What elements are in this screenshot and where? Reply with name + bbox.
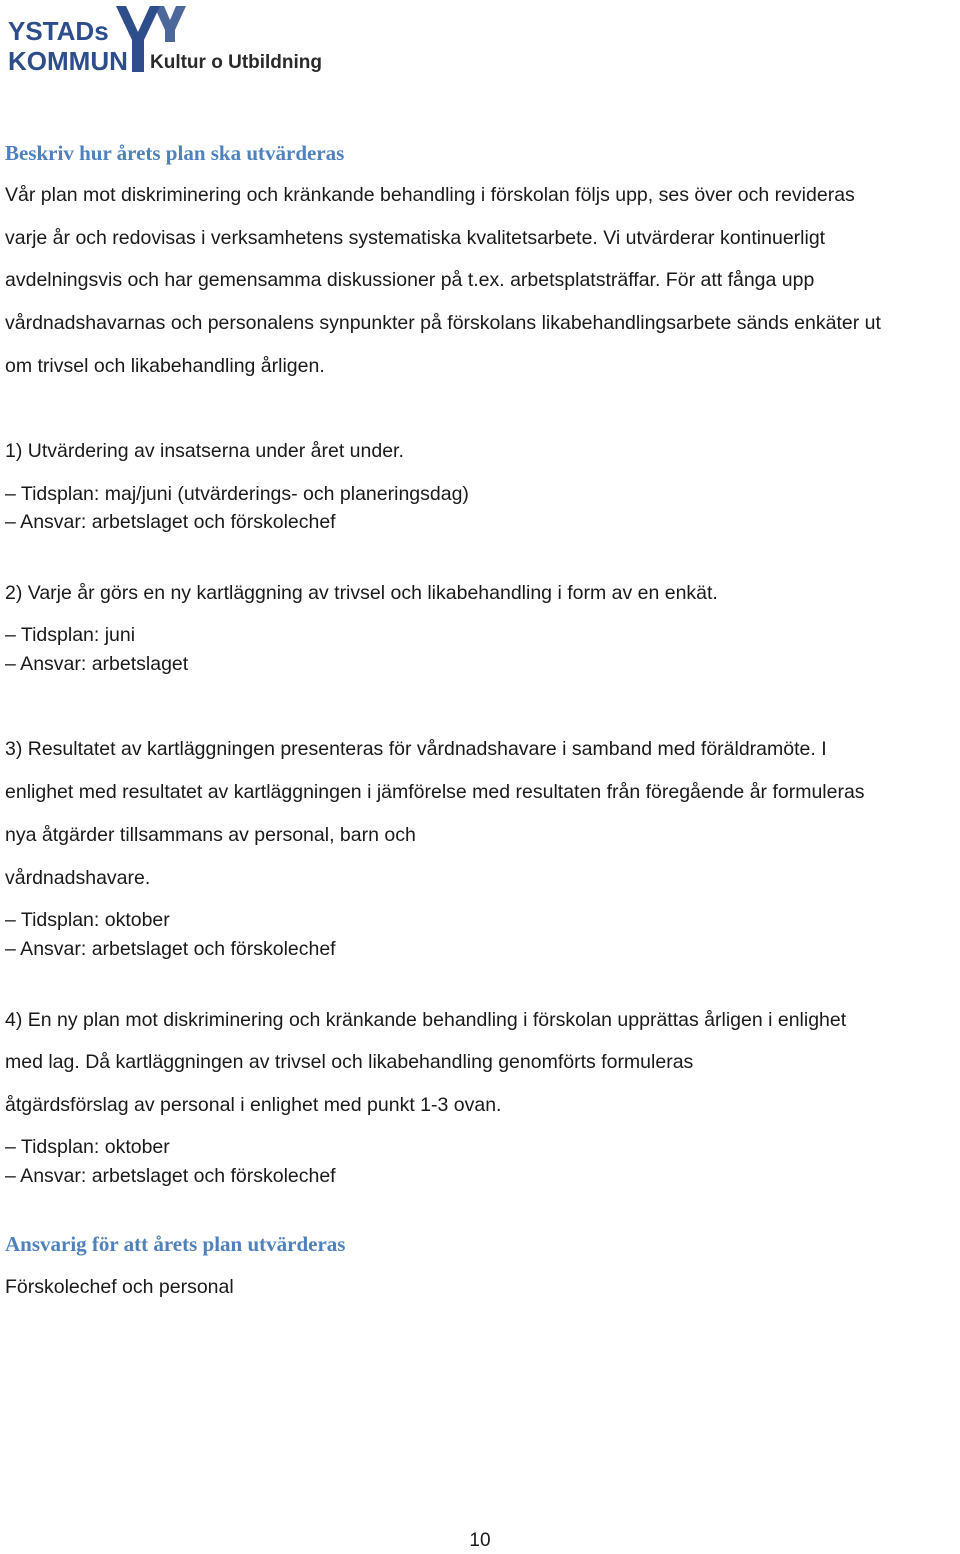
page-number: 10 xyxy=(469,1530,491,1551)
intro-line: vårdnadshavarnas och personalens synpunkter på förskolans likabehandlingsarbete sänds enkäter ut xyxy=(5,312,881,334)
item-1-ansvar: – Ansvar: arbetslaget och förskolechef xyxy=(5,511,336,533)
item-1-text: 1) Utvärdering av insatserna under året under. xyxy=(5,440,404,462)
item-2-text: 2) Varje år görs en ny kartläggning av trivsel och likabehandling i form av en enkät. xyxy=(5,582,718,604)
item-1-tidsplan: – Tidsplan: maj/juni (utvärderings- och planeringsdag) xyxy=(5,483,469,505)
responsible-text: Förskolechef och personal xyxy=(5,1276,234,1298)
item-3-text: 3) Resultatet av kartläggningen presenteras för vårdnadshavare i samband med föräldramöte. I xyxy=(5,738,827,760)
intro-line: om trivsel och likabehandling årligen. xyxy=(5,355,325,377)
item-4-text: åtgärdsförslag av personal i enlighet med punkt 1-3 ovan. xyxy=(5,1094,502,1116)
intro-line: Vår plan mot diskriminering och kränkande behandling i förskolan följs upp, ses över och revideras xyxy=(5,184,855,206)
item-4-ansvar: – Ansvar: arbetslaget och förskolechef xyxy=(5,1165,336,1187)
intro-line: avdelningsvis och har gemensamma diskussioner på t.ex. arbetsplatsträffar. För att fånga upp xyxy=(5,269,815,291)
item-3-text: nya åtgärder tillsammans av personal, barn och xyxy=(5,824,416,846)
item-4-tidsplan: – Tidsplan: oktober xyxy=(5,1136,170,1158)
logo-line1: YSTADs xyxy=(8,16,109,46)
item-2-ansvar: – Ansvar: arbetslaget xyxy=(5,653,189,675)
section-heading-evaluation: Beskriv hur årets plan ska utvärderas xyxy=(5,141,345,165)
section-heading-responsible: Ansvarig för att årets plan utvärderas xyxy=(5,1232,346,1256)
item-2-tidsplan: – Tidsplan: juni xyxy=(5,624,136,646)
intro-line: varje år och redovisas i verksamhetens systematiska kvalitetsarbete. Vi utvärderar kontinuerligt xyxy=(5,227,826,249)
item-3-text: vårdnadshavare. xyxy=(5,867,151,889)
logo-department: Kultur o Utbildning xyxy=(150,52,323,73)
item-4-text: med lag. Då kartläggningen av trivsel och likabehandling genomförts formuleras xyxy=(5,1051,694,1073)
item-4-text: 4) En ny plan mot diskriminering och kränkande behandling i förskolan upprättas årligen i enlighet xyxy=(5,1009,847,1031)
logo-line2: KOMMUN xyxy=(8,46,128,76)
item-3-text: enlighet med resultatet av kartläggningen i jämförelse med resultaten från föregående år formuleras xyxy=(5,781,865,803)
item-3-tidsplan: – Tidsplan: oktober xyxy=(5,909,170,931)
item-3-ansvar: – Ansvar: arbetslaget och förskolechef xyxy=(5,938,336,960)
ystad-kommun-logo xyxy=(4,2,334,76)
